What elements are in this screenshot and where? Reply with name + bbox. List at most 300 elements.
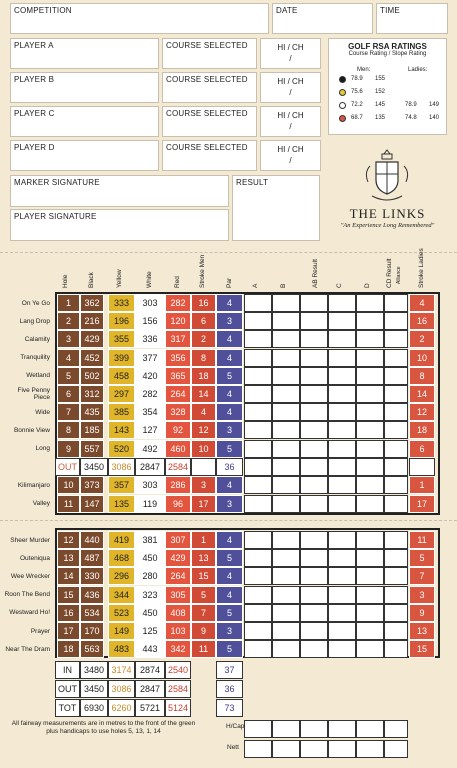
rating-men-slope: 152	[375, 89, 386, 95]
cell-hole: 14	[57, 567, 80, 585]
score-entry-cell[interactable]	[328, 549, 356, 567]
cell-yellow: 355	[108, 330, 135, 348]
cell-yellow: 520	[108, 440, 135, 458]
cell-white: 323	[135, 586, 165, 604]
cell-stroke-ladies: 12	[409, 403, 435, 421]
out-entry-cell[interactable]	[272, 458, 300, 476]
score-entry-cell[interactable]	[384, 349, 408, 367]
column-header-alliance: Alliance	[396, 266, 402, 284]
hole-name: Westward Ho!	[9, 609, 50, 617]
score-entry-cell[interactable]	[328, 495, 356, 513]
score-entry-cell[interactable]	[384, 604, 408, 622]
cell-par: 4	[216, 567, 243, 585]
cell-sm: 10	[191, 440, 216, 458]
cell-red: 120	[165, 312, 191, 330]
rating-men-slope: 155	[375, 76, 386, 82]
total-red: 2584	[165, 680, 191, 698]
cell-par: 3	[216, 622, 243, 640]
cell-stroke-ladies: 15	[409, 640, 435, 658]
score-entry-cell[interactable]	[328, 476, 356, 494]
score-entry-cell[interactable]	[384, 476, 408, 494]
hole-name: Roon The Bend	[4, 591, 50, 599]
cell-white: 282	[135, 385, 165, 403]
cell-par: 5	[216, 640, 243, 658]
hi-ch-slash: /	[289, 54, 292, 63]
cell-sm: 17	[191, 495, 216, 513]
out-red: 2584	[165, 458, 191, 476]
cell-yellow: 483	[108, 640, 135, 658]
cell-red: 317	[165, 330, 191, 348]
cell-red: 286	[165, 476, 191, 494]
cell-yellow: 143	[108, 421, 135, 439]
cell-black: 563	[80, 640, 104, 658]
score-entry-cell[interactable]	[272, 294, 300, 312]
cell-red: 328	[165, 403, 191, 421]
score-entry-cell[interactable]	[356, 440, 384, 458]
column-header-white: White	[146, 271, 153, 288]
cell-red: 342	[165, 640, 191, 658]
total-white: 2874	[135, 661, 165, 679]
handicap-entry-cell[interactable]	[300, 720, 328, 738]
cell-white: 492	[135, 440, 165, 458]
score-entry-cell[interactable]	[328, 531, 356, 549]
hole-name: Wide	[35, 408, 50, 416]
cell-sm: 16	[191, 294, 216, 312]
handicap-entry-cell[interactable]	[356, 720, 384, 738]
score-entry-cell[interactable]	[328, 421, 356, 439]
score-entry-cell[interactable]	[384, 294, 408, 312]
cell-sm: 14	[191, 385, 216, 403]
cell-hole: 3	[57, 330, 80, 348]
score-entry-cell[interactable]	[356, 294, 384, 312]
out-entry-cell[interactable]	[244, 458, 272, 476]
score-entry-cell[interactable]	[244, 312, 272, 330]
score-entry-cell[interactable]	[356, 367, 384, 385]
score-entry-cell[interactable]	[244, 567, 272, 585]
hole-name: Outeniqua	[20, 554, 50, 562]
rating-men-slope: 145	[375, 102, 386, 108]
cell-yellow: 385	[108, 403, 135, 421]
cell-par: 5	[216, 549, 243, 567]
hole-name: Kilimanjaro	[17, 481, 50, 489]
score-entry-cell[interactable]	[328, 385, 356, 403]
score-entry-cell[interactable]	[272, 476, 300, 494]
course-selected-label: COURSE SELECTED	[166, 143, 248, 152]
cell-red: 356	[165, 349, 191, 367]
score-entry-cell[interactable]	[356, 421, 384, 439]
rating-ladies-course: 74.8	[405, 115, 417, 121]
cell-hole: 15	[57, 586, 80, 604]
score-entry-cell[interactable]	[300, 495, 328, 513]
cell-black: 429	[80, 330, 104, 348]
cell-yellow: 135	[108, 495, 135, 513]
score-entry-cell[interactable]	[384, 567, 408, 585]
total-red: 5124	[165, 699, 191, 717]
score-entry-cell[interactable]	[300, 312, 328, 330]
cell-black: 185	[80, 421, 104, 439]
cell-sm: 18	[191, 367, 216, 385]
cell-white: 381	[135, 531, 165, 549]
cell-black: 170	[80, 622, 104, 640]
cell-yellow: 333	[108, 294, 135, 312]
total-red: 2540	[165, 661, 191, 679]
score-entry-cell[interactable]	[328, 349, 356, 367]
total-label: OUT	[55, 680, 80, 698]
cell-white: 336	[135, 330, 165, 348]
nett-label: Nett	[227, 744, 239, 751]
cell-white: 443	[135, 640, 165, 658]
column-header-c: C	[336, 283, 343, 288]
hi-ch-label: HI / CH	[277, 43, 304, 52]
cell-red: 96	[165, 495, 191, 513]
score-entry-cell[interactable]	[356, 385, 384, 403]
score-entry-cell[interactable]	[300, 586, 328, 604]
cell-red: 365	[165, 367, 191, 385]
cell-sm: 12	[191, 421, 216, 439]
cell-black: 216	[80, 312, 104, 330]
score-entry-cell[interactable]	[384, 367, 408, 385]
cell-hole: 6	[57, 385, 80, 403]
rating-men-course: 72.2	[351, 102, 363, 108]
cell-hole: 9	[57, 440, 80, 458]
score-entry-cell[interactable]	[244, 421, 272, 439]
total-label: IN	[55, 661, 80, 679]
cell-black: 373	[80, 476, 104, 494]
score-entry-cell[interactable]	[272, 403, 300, 421]
cell-par: 4	[216, 476, 243, 494]
player-label: PLAYER A	[14, 41, 54, 50]
cell-black: 487	[80, 549, 104, 567]
score-entry-cell[interactable]	[328, 403, 356, 421]
score-entry-cell[interactable]	[244, 440, 272, 458]
player-label: PLAYER D	[14, 143, 55, 152]
cell-sm: 8	[191, 349, 216, 367]
cell-stroke-ladies: 9	[409, 604, 435, 622]
hole-name: Bonnie View	[13, 426, 50, 434]
ratings-title: GOLF RSA RATINGS	[348, 42, 427, 51]
score-entry-cell[interactable]	[272, 349, 300, 367]
cell-yellow: 344	[108, 586, 135, 604]
out-entry-cell[interactable]	[384, 458, 408, 476]
score-entry-cell[interactable]	[328, 330, 356, 348]
cell-par: 4	[216, 385, 243, 403]
cell-par: 5	[216, 604, 243, 622]
out-entry-cell[interactable]	[409, 458, 435, 476]
score-entry-cell[interactable]	[384, 640, 408, 658]
score-entry-cell[interactable]	[356, 586, 384, 604]
score-entry-cell[interactable]	[300, 403, 328, 421]
column-header-yellow: Yellow	[116, 269, 123, 288]
rating-ladies-slope: 149	[429, 102, 440, 108]
score-entry-cell[interactable]	[272, 421, 300, 439]
score-entry-cell[interactable]	[356, 622, 384, 640]
cell-sm: 4	[191, 403, 216, 421]
score-entry-cell[interactable]	[272, 385, 300, 403]
hole-name: Wetland	[26, 372, 50, 380]
total-yellow: 6260	[108, 699, 135, 717]
score-entry-cell[interactable]	[356, 640, 384, 658]
score-entry-cell[interactable]	[384, 549, 408, 567]
cell-sm: 1	[191, 531, 216, 549]
cell-white: 303	[135, 476, 165, 494]
hi-ch-slash: /	[289, 88, 292, 97]
cell-par: 4	[216, 294, 243, 312]
cell-yellow: 523	[108, 604, 135, 622]
cell-yellow: 149	[108, 622, 135, 640]
score-entry-cell[interactable]	[272, 495, 300, 513]
ratings-subtitle: Course Rating / Slope Rating	[348, 51, 427, 57]
cell-stroke-ladies: 8	[409, 367, 435, 385]
out-par: 36	[216, 458, 243, 476]
out-entry-cell[interactable]	[328, 458, 356, 476]
course-selected-label: COURSE SELECTED	[166, 109, 248, 118]
score-entry-cell[interactable]	[244, 330, 272, 348]
hole-name: Calamity	[24, 335, 50, 343]
cell-stroke-ladies: 16	[409, 312, 435, 330]
result-label: RESULT	[236, 178, 269, 187]
score-entry-cell[interactable]	[356, 531, 384, 549]
player-label: PLAYER C	[14, 109, 55, 118]
cell-par: 5	[216, 440, 243, 458]
score-entry-cell[interactable]	[272, 549, 300, 567]
handicap-entry-cell[interactable]	[384, 720, 408, 738]
cell-white: 119	[135, 495, 165, 513]
score-entry-cell[interactable]	[272, 567, 300, 585]
cell-red: 103	[165, 622, 191, 640]
score-entry-cell[interactable]	[328, 586, 356, 604]
score-entry-cell[interactable]	[244, 476, 272, 494]
score-entry-cell[interactable]	[244, 622, 272, 640]
score-entry-cell[interactable]	[356, 403, 384, 421]
handicap-entry-cell[interactable]	[272, 740, 300, 758]
cell-white: 377	[135, 349, 165, 367]
score-entry-cell[interactable]	[384, 385, 408, 403]
column-header-b: B	[280, 283, 287, 288]
score-entry-cell[interactable]	[244, 403, 272, 421]
cell-red: 282	[165, 294, 191, 312]
score-entry-cell[interactable]	[244, 294, 272, 312]
handicap-entry-cell[interactable]	[384, 740, 408, 758]
ratings-ladies-label: Ladies:	[408, 67, 428, 73]
score-entry-cell[interactable]	[300, 349, 328, 367]
score-entry-cell[interactable]	[356, 330, 384, 348]
score-entry-cell[interactable]	[272, 367, 300, 385]
score-entry-cell[interactable]	[300, 549, 328, 567]
cell-stroke-ladies: 13	[409, 622, 435, 640]
score-entry-cell[interactable]	[244, 367, 272, 385]
cell-white: 127	[135, 421, 165, 439]
cell-yellow: 196	[108, 312, 135, 330]
cell-black: 147	[80, 495, 104, 513]
hole-name: Wee Wrecker	[10, 572, 50, 580]
score-entry-cell[interactable]	[328, 440, 356, 458]
course-selected-label: COURSE SELECTED	[166, 41, 248, 50]
score-entry-cell[interactable]	[300, 367, 328, 385]
score-entry-cell[interactable]	[328, 312, 356, 330]
score-entry-cell[interactable]	[384, 330, 408, 348]
cell-red: 460	[165, 440, 191, 458]
cell-hole: 2	[57, 312, 80, 330]
score-entry-cell[interactable]	[384, 622, 408, 640]
score-entry-cell[interactable]	[356, 349, 384, 367]
score-entry-cell[interactable]	[328, 367, 356, 385]
score-entry-cell[interactable]	[300, 531, 328, 549]
score-entry-cell[interactable]	[272, 330, 300, 348]
score-entry-cell[interactable]	[272, 531, 300, 549]
cell-par: 4	[216, 330, 243, 348]
score-entry-cell[interactable]	[384, 495, 408, 513]
cell-hole: 17	[57, 622, 80, 640]
score-entry-cell[interactable]	[272, 640, 300, 658]
score-entry-cell[interactable]	[244, 349, 272, 367]
cell-black: 534	[80, 604, 104, 622]
total-label: TOT	[55, 699, 80, 717]
ratings-men-label: Men:	[357, 67, 371, 73]
date-label: DATE	[276, 6, 298, 15]
cell-stroke-ladies: 4	[409, 294, 435, 312]
cell-stroke-ladies: 3	[409, 586, 435, 604]
out-black: 3450	[80, 458, 108, 476]
score-entry-cell[interactable]	[328, 640, 356, 658]
hcap-label: H/Cap	[226, 723, 245, 730]
cell-sm: 3	[191, 476, 216, 494]
score-entry-cell[interactable]	[244, 495, 272, 513]
score-entry-cell[interactable]	[356, 476, 384, 494]
score-entry-cell[interactable]	[244, 586, 272, 604]
score-entry-cell[interactable]	[244, 531, 272, 549]
brand-tagline: "An Experience Long Remembered"	[340, 222, 435, 229]
out-entry-cell[interactable]	[300, 458, 328, 476]
score-entry-cell[interactable]	[300, 385, 328, 403]
cell-sm: 2	[191, 330, 216, 348]
cell-sm: 5	[191, 586, 216, 604]
cell-par: 3	[216, 421, 243, 439]
rating-men-slope: 135	[375, 115, 386, 121]
cell-white: 280	[135, 567, 165, 585]
score-entry-cell[interactable]	[300, 622, 328, 640]
out-entry-cell[interactable]	[356, 458, 384, 476]
cell-sm: 15	[191, 567, 216, 585]
hi-ch-label: HI / CH	[277, 145, 304, 154]
cell-black: 452	[80, 349, 104, 367]
score-entry-cell[interactable]	[300, 567, 328, 585]
total-black: 3450	[80, 680, 108, 698]
score-entry-cell[interactable]	[272, 586, 300, 604]
out-label: OUT	[55, 458, 80, 476]
score-entry-cell[interactable]	[300, 476, 328, 494]
score-entry-cell[interactable]	[300, 640, 328, 658]
cell-white: 420	[135, 367, 165, 385]
score-entry-cell[interactable]	[328, 604, 356, 622]
score-entry-cell[interactable]	[272, 312, 300, 330]
score-entry-cell[interactable]	[272, 440, 300, 458]
rating-men-course: 78.9	[351, 76, 363, 82]
column-header-d: D	[364, 283, 371, 288]
handicap-entry-cell[interactable]	[244, 740, 272, 758]
handicap-entry-cell[interactable]	[328, 740, 356, 758]
cell-black: 435	[80, 403, 104, 421]
total-yellow: 3174	[108, 661, 135, 679]
score-entry-cell[interactable]	[244, 604, 272, 622]
hole-name: Lang Drop	[19, 317, 50, 325]
cell-stroke-ladies: 10	[409, 349, 435, 367]
column-header-stroke-men: Stroke Men	[199, 254, 206, 288]
cell-white: 354	[135, 403, 165, 421]
cell-hole: 10	[57, 476, 80, 494]
handicap-entry-cell[interactable]	[272, 720, 300, 738]
score-entry-cell[interactable]	[300, 294, 328, 312]
total-par: 37	[216, 661, 243, 679]
column-header-ab-result: AB Result	[312, 259, 319, 288]
score-entry-cell[interactable]	[384, 421, 408, 439]
score-entry-cell[interactable]	[384, 403, 408, 421]
cell-red: 264	[165, 567, 191, 585]
cell-red: 264	[165, 385, 191, 403]
score-entry-cell[interactable]	[384, 440, 408, 458]
cell-hole: 12	[57, 531, 80, 549]
score-entry-cell[interactable]	[244, 385, 272, 403]
hi-ch-label: HI / CH	[277, 111, 304, 120]
cell-hole: 4	[57, 349, 80, 367]
cell-yellow: 468	[108, 549, 135, 567]
hole-name: Long	[35, 445, 50, 453]
cell-sm: 9	[191, 622, 216, 640]
score-entry-cell[interactable]	[300, 604, 328, 622]
handicap-entry-cell[interactable]	[356, 740, 384, 758]
score-entry-cell[interactable]	[328, 294, 356, 312]
cell-black: 312	[80, 385, 104, 403]
score-entry-cell[interactable]	[356, 604, 384, 622]
cell-red: 408	[165, 604, 191, 622]
cell-sm: 7	[191, 604, 216, 622]
cell-yellow: 458	[108, 367, 135, 385]
cell-stroke-ladies: 7	[409, 567, 435, 585]
score-entry-cell[interactable]	[356, 567, 384, 585]
score-entry-cell[interactable]	[384, 312, 408, 330]
out-blank	[191, 458, 216, 476]
handicap-entry-cell[interactable]	[300, 740, 328, 758]
score-entry-cell[interactable]	[384, 586, 408, 604]
cell-yellow: 296	[108, 567, 135, 585]
score-entry-cell[interactable]	[328, 622, 356, 640]
score-entry-cell[interactable]	[272, 604, 300, 622]
score-entry-cell[interactable]	[356, 549, 384, 567]
handicap-entry-cell[interactable]	[244, 720, 272, 738]
score-entry-cell[interactable]	[244, 549, 272, 567]
score-entry-cell[interactable]	[300, 440, 328, 458]
handicap-entry-cell[interactable]	[328, 720, 356, 738]
score-entry-cell[interactable]	[356, 312, 384, 330]
score-entry-cell[interactable]	[328, 567, 356, 585]
column-header-par: Par	[226, 277, 233, 288]
score-entry-cell[interactable]	[300, 330, 328, 348]
competition-label: COMPETITION	[14, 6, 72, 15]
score-entry-cell[interactable]	[356, 495, 384, 513]
cell-hole: 16	[57, 604, 80, 622]
cell-sm: 11	[191, 640, 216, 658]
cell-par: 3	[216, 312, 243, 330]
score-entry-cell[interactable]	[272, 622, 300, 640]
cell-red: 92	[165, 421, 191, 439]
total-black: 3480	[80, 661, 108, 679]
score-entry-cell[interactable]	[384, 531, 408, 549]
score-entry-cell[interactable]	[244, 640, 272, 658]
score-entry-cell[interactable]	[300, 421, 328, 439]
cell-stroke-ladies: 2	[409, 330, 435, 348]
cell-hole: 5	[57, 367, 80, 385]
cell-hole: 11	[57, 495, 80, 513]
hi-ch-slash: /	[289, 122, 292, 131]
